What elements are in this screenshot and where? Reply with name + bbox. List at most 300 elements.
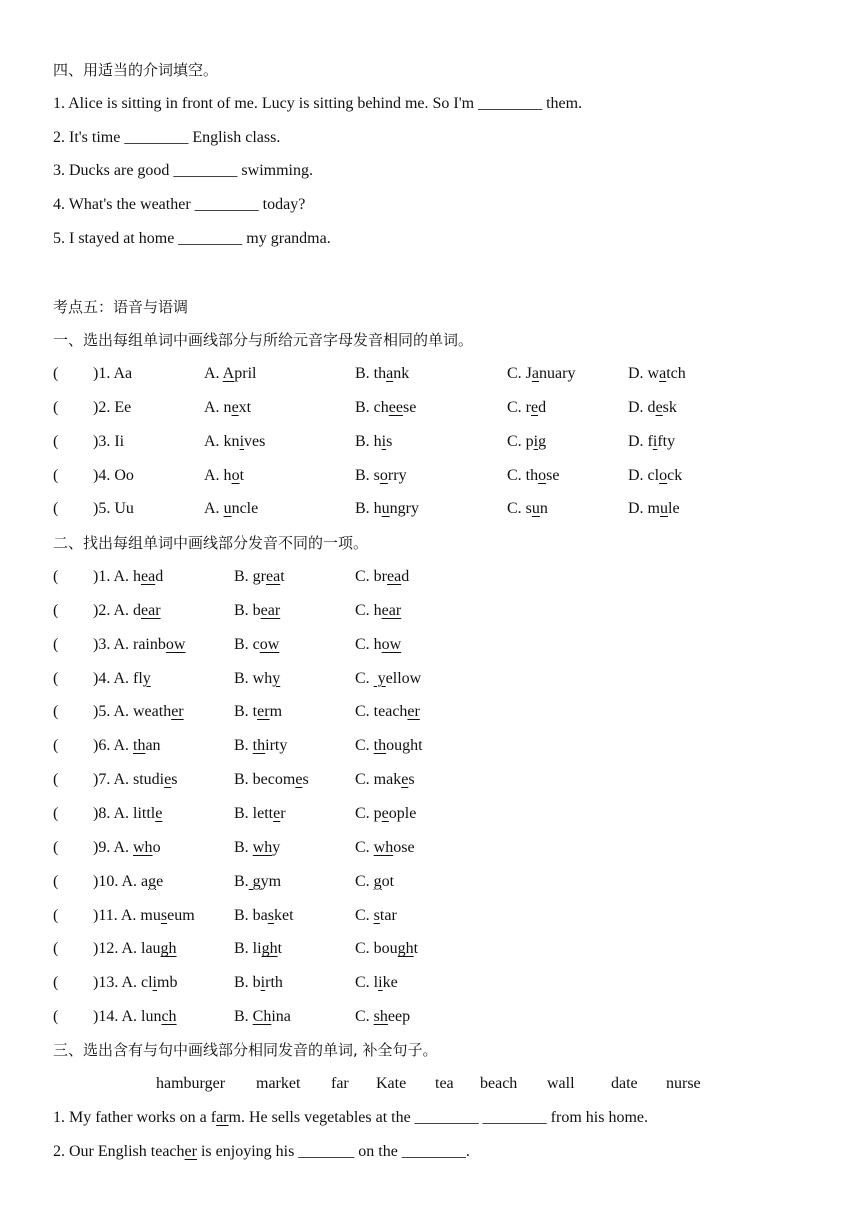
- underlined-letters: e: [155, 804, 163, 822]
- word-part: ke: [382, 974, 398, 992]
- word-part: A. n: [204, 399, 232, 416]
- word-part: B. th: [355, 365, 387, 382]
- word-part: C.: [355, 872, 374, 890]
- underlined-letters: a: [386, 365, 394, 382]
- underlined-letters: o: [538, 467, 547, 484]
- question-number: )7. A. studi: [93, 771, 165, 789]
- word-part: e: [156, 872, 164, 890]
- option-a: [93, 872, 163, 892]
- option-d: [628, 364, 686, 384]
- word-part: ose: [393, 838, 415, 856]
- word-part: t: [413, 940, 419, 958]
- word-part: C. p: [355, 804, 382, 822]
- question-number: )8. A. littl: [93, 804, 156, 822]
- word-bank-item: wall: [547, 1075, 575, 1092]
- word-bank-item: tea: [435, 1075, 454, 1092]
- underlined-letters: er: [407, 703, 420, 721]
- word-part: d: [538, 399, 547, 416]
- underlined-letters: a: [531, 365, 540, 382]
- odd-sound-question-row: [53, 736, 833, 756]
- underlined-letters: y: [142, 669, 151, 687]
- odd-sound-question-row: [53, 939, 833, 959]
- option-a: [93, 567, 163, 587]
- option-b: [234, 838, 280, 858]
- word-part: y: [272, 838, 281, 856]
- answer-paren: (: [53, 669, 59, 687]
- word-bank-item: Kate: [376, 1075, 407, 1092]
- word-bank-item: far: [331, 1075, 349, 1092]
- option-b: [234, 567, 285, 587]
- vowel-question-row: [53, 398, 833, 418]
- word-part: C. br: [355, 568, 387, 585]
- prep-question-4: 4. What's the weather ________ today?: [53, 196, 306, 213]
- option-a: [93, 939, 177, 959]
- option-b: [234, 973, 283, 993]
- option-c: [507, 364, 575, 384]
- answer-paren: (: [53, 467, 59, 484]
- option-c: [355, 567, 409, 587]
- underlined-letters: th: [133, 737, 146, 755]
- option-c: [355, 973, 398, 993]
- option-a: [93, 838, 161, 858]
- word-part: C. teach: [355, 703, 408, 721]
- word-bank-item: date: [611, 1075, 638, 1092]
- word-part: C.: [355, 906, 374, 924]
- odd-sound-question-row: [53, 567, 833, 587]
- word-part: B. lett: [234, 804, 274, 822]
- odd-sound-question-row: [53, 770, 833, 790]
- answer-paren: (: [53, 635, 59, 653]
- option-b: [355, 432, 392, 452]
- word-part: d: [401, 568, 410, 585]
- word-part: m: [269, 703, 283, 721]
- section4-heading: 四、用适当的介词填空。: [53, 61, 219, 79]
- underlined-letters: ow: [259, 635, 280, 653]
- word-part: D. m: [628, 500, 660, 517]
- odd-sound-question-row: [53, 669, 833, 689]
- option-c: [355, 939, 418, 959]
- sentence-2-after: is enjoying his _______ on the ________.: [196, 1143, 470, 1160]
- word-part: ople: [388, 804, 417, 822]
- question-number: )9. A.: [93, 838, 133, 856]
- question-number: )3. Ii: [93, 433, 125, 450]
- question-number: )4. Oo: [93, 467, 134, 484]
- answer-paren: (: [53, 940, 59, 958]
- word-part: B.: [234, 872, 249, 890]
- word-part: C. J: [507, 365, 532, 382]
- question-number: )2. Ee: [93, 399, 132, 416]
- option-b: [355, 364, 409, 384]
- word-part: sk: [662, 399, 677, 416]
- sentence-2-before: 2. Our English teach: [53, 1143, 185, 1160]
- underlined-letters: i: [152, 974, 157, 992]
- underlined-letters: e: [655, 399, 663, 416]
- odd-sound-question-row: [53, 804, 833, 824]
- odd-sound-question-row: [53, 1007, 833, 1027]
- option-a: [204, 364, 256, 384]
- word-part: le: [668, 500, 680, 517]
- option-b: [234, 872, 281, 892]
- option-c: [355, 1007, 410, 1027]
- part1-heading: 一、选出每组单词中画线部分与所给元音字母发音相同的单词。: [53, 331, 474, 349]
- prep-question-5: 5. I stayed at home ________ my grandma.: [53, 230, 331, 247]
- option-a: [204, 499, 258, 519]
- word-part: rth: [265, 974, 283, 992]
- word-part: C. p: [507, 433, 534, 450]
- word-part: n: [539, 500, 548, 517]
- option-b: [234, 939, 282, 959]
- underlined-letters: th: [252, 737, 266, 755]
- underlined-letters: i: [378, 974, 383, 992]
- option-c: [355, 736, 423, 756]
- prep-question-1: 1. Alice is sitting in front of me. Lucy is sitting behind me. So I'm ________ them.: [53, 95, 583, 112]
- underlined-letters: a: [659, 365, 667, 382]
- option-b: [355, 466, 407, 486]
- word-bank-item: beach: [480, 1075, 518, 1092]
- option-d: [628, 466, 682, 486]
- word-part: B. h: [355, 500, 382, 517]
- option-c: [355, 635, 401, 655]
- word-part: s: [386, 433, 393, 450]
- option-c: [507, 432, 546, 452]
- underlined-letters: u: [660, 500, 668, 517]
- question-number: )14. A. lun: [93, 1008, 162, 1026]
- underlined-letters: gh: [397, 940, 414, 958]
- vowel-question-row: [53, 432, 833, 452]
- word-part: B.: [234, 1008, 253, 1026]
- sentence-1-after: m. He sells vegetables at the ________ ________ from his home.: [228, 1109, 648, 1126]
- option-b: [234, 804, 286, 824]
- word-part: B.: [234, 737, 253, 755]
- option-b: [355, 499, 419, 519]
- word-part: mb: [157, 974, 178, 992]
- underlined-letters: ow: [165, 635, 186, 653]
- part3-heading: 三、选出含有与句中画线部分相同发音的单词, 补全句子。: [53, 1041, 438, 1059]
- option-a: [93, 635, 185, 655]
- word-part: D. w: [628, 365, 660, 382]
- underlined-letters: e: [164, 771, 172, 789]
- word-part: A.: [204, 500, 224, 517]
- option-a: [93, 669, 151, 689]
- word-part: o: [152, 838, 161, 856]
- word-part: ngry: [389, 500, 419, 517]
- word-part: D. f: [628, 433, 653, 450]
- word-part: B. b: [234, 974, 261, 992]
- question-number: )12. A. lau: [93, 940, 161, 958]
- underlined-letters: i: [533, 433, 539, 450]
- option-a: [204, 432, 265, 452]
- question-number: )10. A. a: [93, 872, 149, 890]
- word-part: xt: [238, 399, 252, 416]
- underlined-letters: e: [401, 771, 409, 789]
- underlined-letters: ear: [260, 601, 281, 619]
- word-part: C. l: [355, 974, 379, 992]
- word-part: B. ch: [355, 399, 389, 416]
- word-part: r: [280, 804, 286, 822]
- answer-paren: (: [53, 872, 59, 890]
- option-c: [355, 770, 415, 790]
- option-a: [93, 770, 177, 790]
- underlined-letters: i: [652, 433, 658, 450]
- answer-paren: (: [53, 500, 59, 517]
- word-part: B. c: [234, 635, 260, 653]
- option-c: [355, 872, 394, 892]
- word-part: ves: [244, 433, 266, 450]
- word-bank: [0, 1074, 860, 1094]
- underlined-letters: s: [267, 906, 275, 924]
- word-part: B. t: [234, 703, 258, 721]
- odd-sound-question-row: [53, 973, 833, 993]
- underlined-letters: y: [272, 669, 281, 687]
- word-part: B. li: [234, 940, 262, 958]
- question-number: )13. A. cl: [93, 974, 153, 992]
- underlined-letters: wh: [133, 838, 153, 856]
- fill-sentence-1: [53, 1108, 648, 1128]
- underlined-letters: o: [231, 467, 240, 484]
- word-part: ym: [260, 872, 282, 890]
- answer-paren: (: [53, 737, 59, 755]
- underlined-letters: e: [295, 771, 303, 789]
- word-part: A. kn: [204, 433, 240, 450]
- answer-paren: (: [53, 568, 59, 585]
- word-part: ought: [386, 737, 423, 755]
- question-number: )1. Aa: [93, 365, 133, 382]
- word-part: ck: [667, 467, 683, 484]
- answer-paren: (: [53, 703, 59, 721]
- word-part: D. d: [628, 399, 656, 416]
- underlined-letters: u: [531, 500, 540, 517]
- kaodian5-heading: 考点五：语音与语调: [53, 298, 189, 316]
- option-c: [355, 669, 421, 689]
- answer-paren: (: [53, 771, 59, 789]
- word-part: C.: [355, 737, 374, 755]
- word-part: eep: [387, 1008, 411, 1026]
- option-a: [93, 601, 161, 621]
- fill-sentence-2: [53, 1142, 470, 1162]
- odd-sound-question-row: [53, 906, 833, 926]
- word-part: A. h: [204, 467, 232, 484]
- underlined-letters: ch: [161, 1008, 177, 1026]
- underlined-letters: g: [373, 872, 382, 890]
- word-part: C. bou: [355, 940, 398, 958]
- underlined-letters: s: [373, 906, 380, 924]
- option-a: [93, 1007, 177, 1027]
- option-c: [355, 838, 415, 858]
- underlined-letters: gh: [261, 940, 278, 958]
- option-b: [355, 398, 416, 418]
- question-number: )6. A.: [93, 737, 133, 755]
- word-part: s: [302, 771, 309, 789]
- sentence-1-underlined: ar: [216, 1109, 229, 1126]
- word-part: B. ba: [234, 906, 268, 924]
- word-bank-item: hamburger: [156, 1075, 226, 1092]
- answer-paren: (: [53, 365, 59, 382]
- word-part: ot: [381, 872, 395, 890]
- underlined-letters: g: [248, 872, 261, 890]
- option-c: [507, 398, 546, 418]
- question-number: )4. A. fl: [93, 669, 143, 687]
- option-b: [234, 736, 287, 756]
- word-part: tar: [379, 906, 397, 924]
- vowel-question-row: [53, 364, 833, 384]
- answer-paren: (: [53, 804, 59, 822]
- option-c: [355, 804, 416, 824]
- word-part: irty: [265, 737, 288, 755]
- word-part: B. gr: [234, 568, 266, 585]
- option-b: [234, 669, 280, 689]
- word-part: C. s: [507, 500, 532, 517]
- option-a: [204, 398, 251, 418]
- question-number: )5. A. weath: [93, 703, 172, 721]
- part2-heading: 二、找出每组单词中画线部分发音不同的一项。: [53, 534, 369, 552]
- answer-paren: (: [53, 906, 59, 924]
- word-part: C.: [355, 1008, 374, 1026]
- word-part: B. wh: [234, 669, 273, 687]
- option-a: [204, 466, 244, 486]
- word-part: C. mak: [355, 771, 402, 789]
- underlined-letters: er: [171, 703, 184, 721]
- prep-question-2: 2. It's time ________ English class.: [53, 129, 281, 146]
- word-bank-item: nurse: [666, 1075, 701, 1092]
- odd-sound-question-row: [53, 838, 833, 858]
- underlined-letters: u: [381, 500, 390, 517]
- sentence-2-underlined: er: [184, 1143, 197, 1160]
- odd-sound-question-row: [53, 872, 833, 892]
- option-d: [628, 499, 680, 519]
- option-a: [93, 906, 195, 926]
- underlined-letters: er: [257, 703, 270, 721]
- underlined-letters: i: [260, 974, 266, 992]
- answer-paren: (: [53, 601, 59, 619]
- word-part: se: [546, 467, 560, 484]
- underlined-letters: sh: [373, 1008, 388, 1026]
- option-c: [355, 702, 420, 722]
- underlined-letters: o: [379, 467, 388, 484]
- word-part: rry: [387, 467, 407, 484]
- word-part: d: [155, 568, 164, 585]
- underlined-letters: Ch: [252, 1008, 272, 1026]
- option-c: [355, 601, 401, 621]
- word-part: nk: [393, 365, 410, 382]
- question-number: )3. A. rainb: [93, 635, 166, 653]
- underlined-letters: ear: [381, 601, 402, 619]
- underlined-letters: y: [373, 669, 386, 687]
- word-part: fty: [657, 433, 676, 450]
- word-part: an: [145, 737, 161, 755]
- word-part: s: [408, 771, 415, 789]
- word-part: B.: [234, 838, 253, 856]
- word-part: C. h: [355, 601, 382, 619]
- word-part: B. s: [355, 467, 380, 484]
- word-part: B. h: [355, 433, 382, 450]
- underlined-letters: s: [160, 906, 168, 924]
- underlined-letters: e: [231, 399, 239, 416]
- word-part: t: [239, 467, 245, 484]
- word-part: C. th: [507, 467, 539, 484]
- word-part: D. cl: [628, 467, 660, 484]
- word-part: t: [280, 568, 285, 585]
- word-part: C.: [355, 669, 374, 687]
- vowel-question-row: [53, 466, 833, 486]
- odd-sound-question-row: [53, 601, 833, 621]
- option-b: [234, 601, 280, 621]
- option-d: [628, 398, 677, 418]
- underlined-letters: th: [373, 737, 387, 755]
- option-b: [234, 635, 279, 655]
- underlined-letters: e: [381, 804, 389, 822]
- option-d: [628, 432, 675, 452]
- underlined-letters: ow: [381, 635, 402, 653]
- word-part: ellow: [385, 669, 422, 687]
- underlined-letters: wh: [252, 838, 273, 856]
- underlined-letters: i: [381, 433, 387, 450]
- word-part: pril: [234, 365, 257, 382]
- vowel-question-row: [53, 499, 833, 519]
- underlined-letters: g: [148, 872, 157, 890]
- prep-question-3: 3. Ducks are good ________ swimming.: [53, 162, 313, 179]
- underlined-letters: ea: [387, 568, 402, 585]
- answer-paren: (: [53, 1008, 59, 1026]
- word-part: A.: [204, 365, 223, 382]
- underlined-letters: u: [223, 500, 232, 517]
- odd-sound-question-row: [53, 702, 833, 722]
- question-number: )11. A. mu: [93, 906, 161, 924]
- option-b: [234, 702, 282, 722]
- underlined-letters: ea: [141, 568, 156, 585]
- underlined-letters: e: [273, 804, 281, 822]
- underlined-letters: gh: [160, 940, 177, 958]
- answer-paren: (: [53, 974, 59, 992]
- word-part: eum: [167, 906, 195, 924]
- word-part: B. b: [234, 601, 261, 619]
- option-a: [93, 973, 177, 993]
- option-c: [355, 906, 397, 926]
- underlined-letters: ea: [266, 568, 281, 585]
- word-part: nuary: [539, 365, 576, 382]
- word-part: se: [402, 399, 417, 416]
- option-c: [507, 466, 559, 486]
- answer-paren: (: [53, 399, 59, 416]
- word-part: ncle: [231, 500, 259, 517]
- odd-sound-question-row: [53, 635, 833, 655]
- word-part: C.: [355, 838, 374, 856]
- question-number: )1. A. h: [93, 568, 141, 585]
- word-part: B. becom: [234, 771, 296, 789]
- word-part: ina: [271, 1008, 291, 1026]
- question-number: )2. A. d: [93, 601, 141, 619]
- underlined-letters: e: [531, 399, 539, 416]
- underlined-letters: A: [222, 365, 235, 382]
- underlined-letters: ear: [141, 601, 161, 619]
- underlined-letters: ee: [388, 399, 403, 416]
- option-b: [234, 906, 294, 926]
- option-b: [234, 770, 309, 790]
- word-part: tch: [666, 365, 686, 382]
- underlined-letters: o: [659, 467, 668, 484]
- underlined-letters: wh: [373, 838, 394, 856]
- word-part: t: [277, 940, 283, 958]
- word-bank-item: market: [256, 1075, 301, 1092]
- word-part: s: [171, 771, 178, 789]
- word-part: ket: [274, 906, 294, 924]
- option-a: [93, 736, 161, 756]
- option-b: [234, 1007, 291, 1027]
- option-a: [93, 702, 184, 722]
- question-number: )5. Uu: [93, 500, 134, 517]
- answer-paren: (: [53, 433, 59, 450]
- sentence-1-before: 1. My father works on a f: [53, 1109, 217, 1126]
- word-part: C. r: [507, 399, 531, 416]
